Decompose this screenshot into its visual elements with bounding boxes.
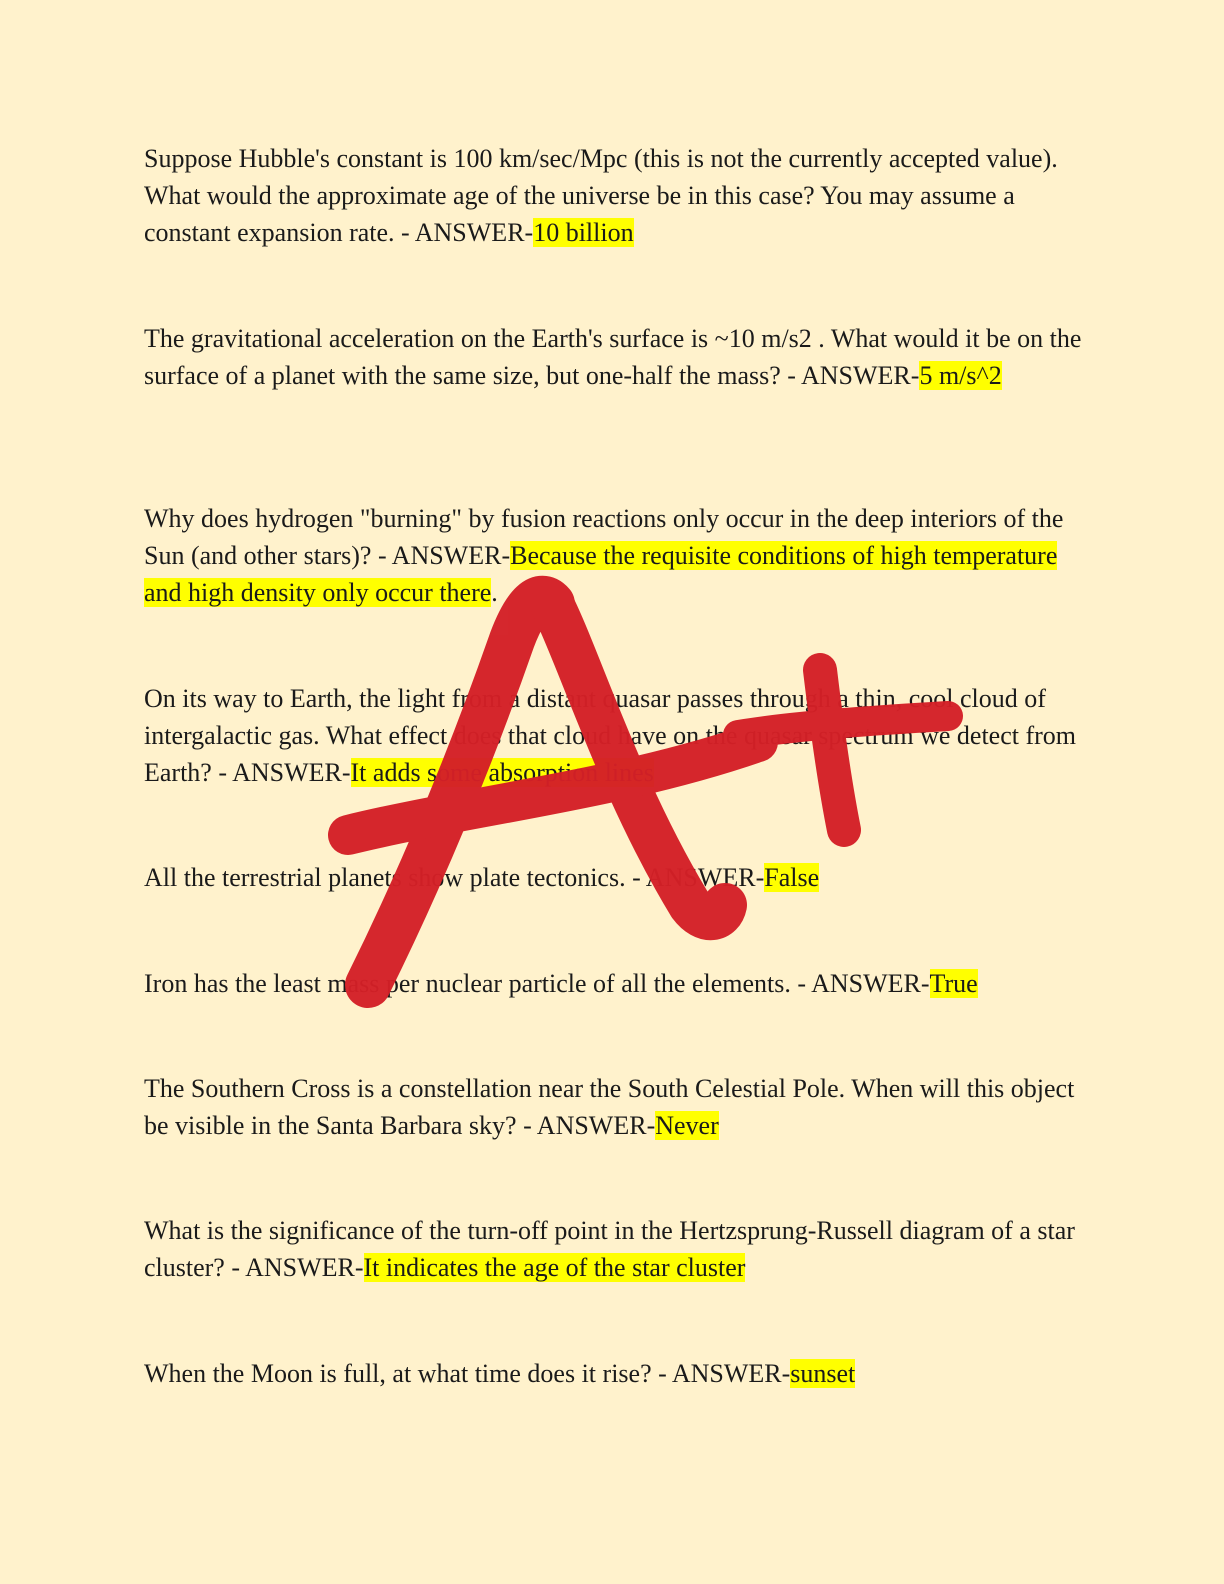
question-text: Iron has the least mass per nuclear particle of all the elements. (144, 969, 791, 998)
question-text: What is the significance of the turn-off point in the Hertzsprung-Russell diagram of a star cluster? (144, 1216, 1075, 1282)
qa-item-5 (144, 859, 1089, 896)
question-text: All the terrestrial planets show plate tectonics. (144, 863, 626, 892)
answer-separator: - ANSWER- (394, 218, 534, 247)
answer-trailing: . (491, 578, 498, 607)
question-text: The Southern Cross is a constellation near the South Celestial Pole. When will this object be visible in the Santa Barbara sky? (144, 1074, 1075, 1140)
question-text: Suppose Hubble's constant is 100 km/sec/Mpc (this is not the currently accepted value). What would the approximate age of the universe be in this case? You may assume a constant expansion rate. (144, 144, 1058, 247)
qa-item-1 (144, 140, 1089, 251)
answer-separator: - ANSWER- (790, 969, 930, 998)
answer-highlight: True (929, 969, 978, 998)
qa-item-9 (144, 1355, 1089, 1392)
a-left-stroke (368, 599, 552, 985)
question-text: When the Moon is full, at what time does it rise? (144, 1359, 652, 1388)
qa-item-4 (144, 680, 1089, 791)
answer-highlight: False (764, 863, 820, 892)
answer-highlight: sunset (790, 1359, 856, 1388)
answer-separator: - ANSWER- (371, 541, 511, 570)
question-text: The gravitational acceleration on the Earth's surface is ~10 m/s2 . What would it be on the surface of a planet with the same size, but one-half the mass? (144, 324, 1082, 390)
answer-highlight: 10 billion (533, 218, 634, 247)
answer-separator: - ANSWER- (211, 758, 351, 787)
answer-highlight: Because the requisite conditions of high temperature and high density only occur there (144, 541, 1058, 607)
question-text: On its way to Earth, the light from a distant quasar passes through a thin, cool cloud of intergalactic gas. What effect does that cloud have on the quasar spectrum we detect from Earth? (144, 684, 1077, 787)
qa-item-7 (144, 1070, 1089, 1144)
answer-separator: - ANSWER- (224, 1253, 364, 1282)
answer-separator: - ANSWER- (780, 361, 920, 390)
answer-highlight: It adds some absorption lines (350, 758, 654, 787)
answer-separator: - ANSWER- (516, 1111, 656, 1140)
qa-item-2 (144, 320, 1089, 394)
qa-item-6 (144, 965, 1089, 1002)
answer-separator: - ANSWER- (625, 863, 765, 892)
answer-separator: - ANSWER- (651, 1359, 791, 1388)
qa-item-8 (144, 1212, 1089, 1286)
question-text: Why does hydrogen "burning" by fusion reactions only occur in the deep interiors of the Sun (and other stars)? (144, 504, 1064, 570)
qa-item-3 (144, 500, 1089, 611)
answer-highlight: Never (655, 1111, 719, 1140)
answer-highlight: It indicates the age of the star cluster (363, 1253, 746, 1282)
answer-highlight: 5 m/s^2 (919, 361, 1002, 390)
